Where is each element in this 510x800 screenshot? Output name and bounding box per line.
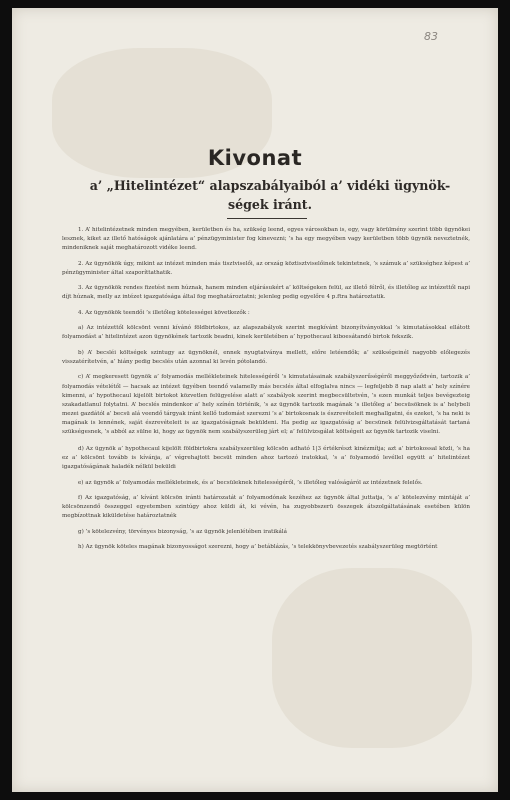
paper-stain: [272, 568, 472, 748]
paragraph-f: f) Az igazgatóság, a’ kívánt kölcsön iránti határozatát a’ folyamodónak kezéhez az ügynök által juttatja, ’s a’ kötelezvény mintáját a’ kölcsönzendő összeggel egyetemben szintúgy ahoz küldi át, ki vévén, ha zugyobbszerü összegek átszolgáltatásának esetében külön megbízottnak kiküldetése határoztatnék: [62, 495, 470, 520]
paragraph-a: a) Az intézettől kölcsönt venni kívánó földbirtokos, az alapszabályok szerint megkívánt bizonyítványokkal ’s kimutatásokkal ellátott folyamodást a’ hitelintézet azon ügynökének tartozik beadni, kinek kerületében a’ hypothecaul kiboesátandó birtok fekszik.: [62, 325, 470, 341]
paragraph-2: 2. Az ügynökök úgy, mikint az intézet minden más tisztviselői, az ország köztisztviselőinek tekintetnek, ’s számuk a’ szükséghez képest a’ pénzügyminister által szaporíttathatik.: [62, 260, 470, 276]
paragraph-h: h) Az ügynök köteles magának bizonyosságot szerezni, hogy a’ betáblázás, ’s telekkönyvbevezetés szabályszerüleg megtörtént: [78, 544, 438, 551]
document-subtitle: a’ „Hitelintézet“ alapszabályaiból a’ vidéki ügynök-ségek iránt.: [89, 178, 451, 212]
paragraph-g: g) ’s kötelezvény, törvényes bizonyság, ’s az ügynök jelenlétében iratikálá: [78, 528, 287, 535]
document-sheet: [12, 8, 498, 792]
paragraph-3: 3. Az ügynökök rendes fizetést nem húznak, hanem minden eljárásukért a’ költségeken felül, az illető félről, és illetőleg az intézettől napi díjt húznak, melly az intézet igazgatósága által fog meghatároztatni; jelenleg pedig egyelőre 4 p.ftra határoztatik.: [62, 285, 470, 301]
document-title: Kivonat: [207, 146, 303, 170]
paragraph-b: b) A’ becsléi költségek szintugy az ügynöknél, ennek nyugtatványa mellett, előre letéendők; a’ szükségeinél nagyobb előlegezés visszatérítetvén, a’ hiány pedig becslés után azonnal ki levén pótolandó.: [62, 349, 470, 365]
title-divider: [227, 218, 307, 219]
paragraph-c: c) A’ megkeresett ügynök a’ folyamodás mellékleteinek hitelességéről ’s kimutatásainak szabályszerűségéről meggyőződvén, tartozik a’ folyamodás vételétől — hacsak az intézet ügyében teendő valamelly más becslés által elfoglalva nincs — legfeljebb 8 nap alatt a’ hely színére kimenni, a’ hypothecaul kijelölt birtokot közvetlen felügyelése alatt a’ szabályok szerint megbecsültetvén, ’s ezen munkát teljes bevégezteig szakadatlanul folytatni. A’ becslés mindenkor a’ hely színén történik, ’s az ügynök tartozik magának ’s illetőleg a’ becsüsöknek is a’ helybeli mezei gazdától a’ becsü alá veendő tárgyak iránt kellő tudomást szerezni ’s a’ birtokosnak is észrevételeit meghallgatni, és ezeket, ’s ha neki is magának is lennének, saját észrevételeit is az igazgatóságnak beküldeni. Ha pedig az igazgatóság a’ becsünek felülvizsgáltatását tartaná szükségesnek, ’s abból az sülne ki, hogy az ügynök nem szabályszerüleg járt el; a’ felülvizsgálat költségeit az ügynök tartozik viselni.: [62, 374, 470, 436]
paragraph-e: e) az ügynök a’ folyamodás mellékleteinek, és a’ becsüleknek hitelességéről, ’s illetőleg valóságáról az intézetnek felelős.: [78, 479, 423, 486]
document-body: [62, 226, 470, 559]
paragraph-4: 4. Az ügynökök teendői ’s illetőleg kötelességei következők :: [78, 309, 250, 316]
paragraph-1: 1. A’ hitelintézetnek minden megyében, kerületben és ha, szükség leend, egyes városokban is, egy, vagy körülmény szerint több ügynökei lesznek, kiket az illető hatóságok ajánlatára a’ pénzügyminister fog kinevezni; ’s ha egy megyében vagy kerületben több ügynök neveztetnék, mindeniknek saját meghatározott vidéke leend.: [62, 227, 470, 252]
paragraph-d: d) Az ügynök a’ hypothecaul kijelölt földbirtokra szabályszerüleg kölcsön adható 1|3 értékrészt kinézmítja; azt a’ birtokossal közli, ’s ha ez a’ kölcsönt tovább is kívánja, a’ végrehajtott becsüt minden ahoz tartozó iratokkal, ’s a’ folyamodó levéllel együtt a’ hitelintézet igazgatóságának haladék nélkül beküldi: [62, 446, 470, 471]
pencil-note: 83: [424, 30, 438, 43]
